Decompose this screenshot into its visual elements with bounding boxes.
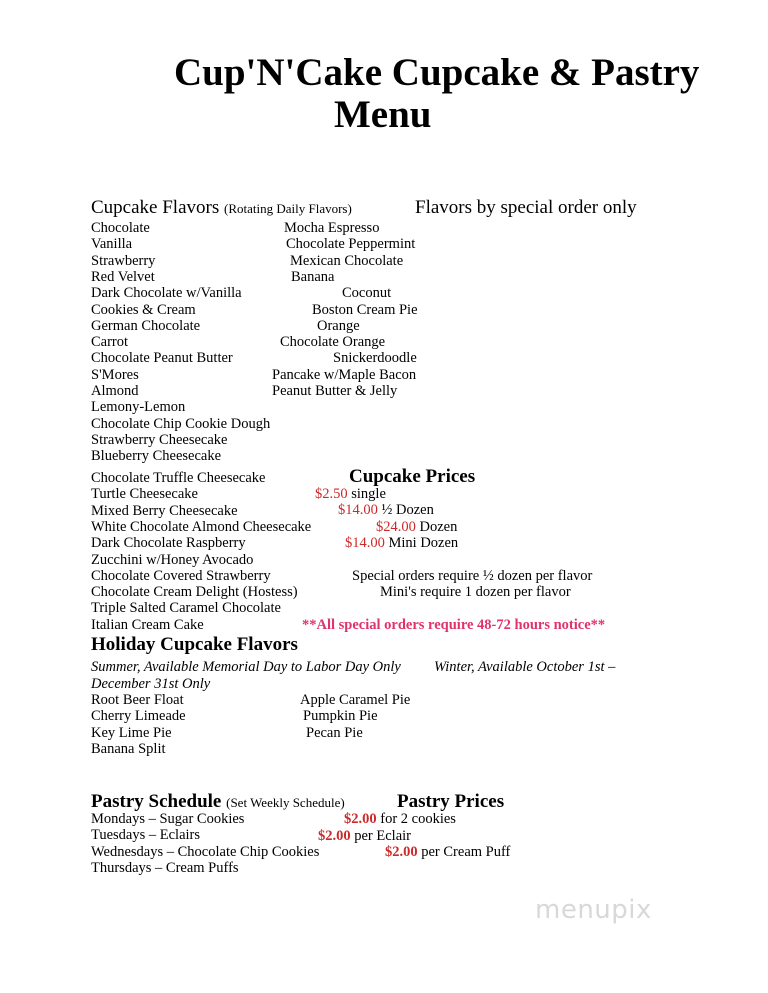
cupcake-flavors-heading: Cupcake Flavors (Rotating Daily Flavors) <box>91 197 352 218</box>
summer-flavor-item: Root Beer Float <box>91 692 184 708</box>
winter-flavor-item: Pumpkin Pie <box>303 708 378 725</box>
pastry-prices-heading: Pastry Prices <box>397 791 505 812</box>
flavor-item: S'Mores <box>91 366 139 383</box>
summer-flavor-item: Cherry Limeade <box>91 708 186 725</box>
special-flavor-item: Turtle Cheesecake <box>91 486 198 503</box>
flavor-item: Lemony-Lemon <box>91 399 186 416</box>
pastry-day-item: Thursdays – Cream Puffs <box>91 859 239 876</box>
special-flavor-item: Banana <box>291 268 335 285</box>
flavor-item: Cookies & Cream <box>91 301 196 318</box>
summer-flavor-item: Banana Split <box>91 740 166 757</box>
mini-order-note: Mini's require 1 dozen per flavor <box>380 584 571 600</box>
flavor-item: Chocolate Peanut Butter <box>91 350 233 367</box>
special-flavor-item: Chocolate Cream Delight (Hostess) <box>91 584 298 601</box>
flavor-item: Almond <box>91 383 139 399</box>
price-single: $2.50 single <box>315 486 386 502</box>
cupcake-flavors-note: (Rotating Daily Flavors) <box>223 201 352 216</box>
special-flavor-item: Mocha Espresso <box>284 220 380 236</box>
winter-flavor-item: Pecan Pie <box>306 724 363 741</box>
holiday-heading: Holiday Cupcake Flavors <box>91 634 298 655</box>
special-flavor-item: Coconut <box>342 285 392 302</box>
special-flavor-item: Triple Salted Caramel Chocolate <box>91 600 281 617</box>
flavor-item: Red Velvet <box>91 268 155 285</box>
special-flavor-item: White Chocolate Almond Cheesecake <box>91 518 312 535</box>
flavor-item: Blueberry Cheesecake <box>91 448 222 465</box>
special-flavor-item: Orange <box>317 317 360 334</box>
special-flavor-item: Boston Cream Pie <box>312 301 418 318</box>
special-flavor-item: Chocolate Truffle Cheesecake <box>91 470 266 486</box>
special-flavor-item: Chocolate Peppermint <box>286 236 416 253</box>
special-flavor-item: Snickerdoodle <box>333 350 417 367</box>
price-mini-dozen: $14.00 Mini Dozen <box>345 535 459 551</box>
special-flavor-item: Pancake w/Maple Bacon <box>272 366 417 383</box>
flavor-item: Strawberry Cheesecake <box>91 431 228 448</box>
summer-availability: Summer, Available Memorial Day to Labor Day Only <box>91 659 401 675</box>
special-flavor-item: Mixed Berry Cheesecake <box>91 502 238 519</box>
special-flavor-item: Italian Cream Cake <box>91 616 204 633</box>
flavor-item: Chocolate <box>91 220 150 236</box>
pastry-schedule-note: (Set Weekly Schedule) <box>226 795 345 810</box>
special-flavor-item: Peanut Butter & Jelly <box>272 383 398 399</box>
special-flavor-item: Chocolate Covered Strawberry <box>91 567 271 584</box>
pastry-day-item: Mondays – Sugar Cookies <box>91 811 245 827</box>
summer-flavor-item: Key Lime Pie <box>91 724 172 741</box>
menupix-watermark: menupix <box>535 895 652 925</box>
price-dozen: $24.00 Dozen <box>376 519 458 535</box>
special-order-heading: Flavors by special order only <box>415 197 637 218</box>
winter-availability-cont: December 31st Only <box>91 676 211 692</box>
pastry-price-cookies: $2.00 for 2 cookies <box>344 811 456 827</box>
flavor-item: Vanilla <box>91 236 133 253</box>
flavor-item: Carrot <box>91 334 129 351</box>
special-flavor-item: Chocolate Orange <box>280 334 386 351</box>
flavor-item: Strawberry <box>91 252 156 269</box>
pastry-day-item: Tuesdays – Eclairs <box>91 827 201 844</box>
pastry-day-item: Wednesdays – Chocolate Chip Cookies <box>91 843 320 860</box>
special-flavor-item: Zucchini w/Honey Avocado <box>91 551 254 568</box>
winter-flavor-item: Apple Caramel Pie <box>300 692 411 708</box>
flavor-item: German Chocolate <box>91 317 201 334</box>
page-title: Cup'N'Cake Cupcake & Pastry <box>174 51 700 94</box>
pastry-schedule-heading: Pastry Schedule (Set Weekly Schedule) <box>91 791 345 812</box>
special-flavor-item: Mexican Chocolate <box>290 252 404 269</box>
cupcake-prices-heading: Cupcake Prices <box>349 466 476 487</box>
notice-text: **All special orders require 48-72 hours notice** <box>302 617 606 633</box>
page-title-menu: Menu <box>334 93 432 136</box>
pastry-price-cream-puff: $2.00 per Cream Puff <box>385 844 511 860</box>
flavor-item: Dark Chocolate w/Vanilla <box>91 285 242 302</box>
price-half-dozen: $14.00 ½ Dozen <box>338 502 434 518</box>
flavor-item: Chocolate Chip Cookie Dough <box>91 415 271 432</box>
pastry-price-eclair: $2.00 per Eclair <box>318 828 412 844</box>
special-flavor-item: Dark Chocolate Raspberry <box>91 535 246 552</box>
winter-availability: Winter, Available October 1st – <box>434 659 616 675</box>
special-order-note: Special orders require ½ dozen per flavor <box>352 568 593 584</box>
